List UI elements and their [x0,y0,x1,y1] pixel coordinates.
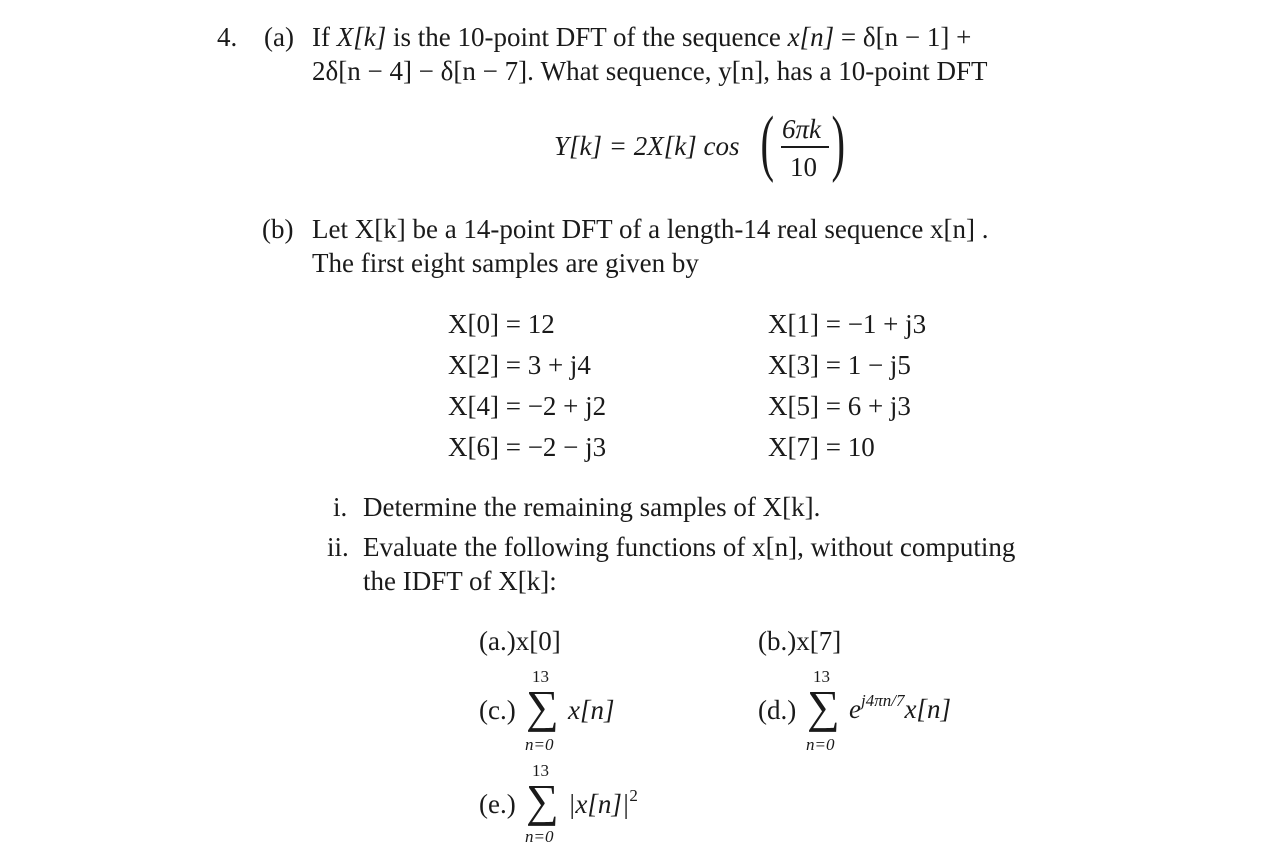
summation-icon: ∑ [526,775,559,826]
sample-X1: X[1] = −1 + j3 [768,309,927,339]
math-xn: x[n] [787,22,835,52]
exponential-base: e [849,694,861,724]
sample-X5: X[5] = 6 + j3 [768,391,911,421]
signal-term: x[n] [904,694,951,724]
summation-icon: ∑ [807,681,840,732]
sub-i-label: i. [333,492,348,522]
sample-X3: X[3] = 1 − j5 [768,350,911,380]
equation-lhs: Y[k] = 2X[k] cos [554,131,740,161]
summation-icon: ∑ [526,681,559,732]
sum-upper-limit: 13 [532,667,549,686]
right-paren: ) [831,102,846,184]
exponent: j4πn/7 [860,691,905,710]
math-sequence-def: = δ[n − 1] + [834,22,972,52]
sample-X2: X[2] = 3 + j4 [448,350,591,380]
part-a-label: (a) [264,22,294,52]
sub-ii-line1: Evaluate the following functions of x[n], without computing [363,532,1016,562]
sum-lower-limit: n=0 [525,827,554,846]
item-d-label: (d.) [758,695,797,725]
part-a-text: is the 10-point DFT of the sequence [386,22,788,52]
part-b-line1: Let X[k] be a 14-point DFT of a length-14 real sequence x[n] . [312,214,989,244]
left-paren: ( [760,102,775,184]
sum-upper-limit: 13 [532,761,549,780]
item-b: (b.)x[7] [758,626,842,656]
item-c-label: (c.) [479,695,516,725]
sum-lower-limit: n=0 [525,735,554,754]
part-b-line2: The first eight samples are given by [312,248,699,278]
sample-X0: X[0] = 12 [448,309,555,339]
item-c-body: x[n] [568,695,615,725]
sum-lower-limit: n=0 [806,735,835,754]
sum-upper-limit: 13 [813,667,830,686]
math-Xk: X[k] [336,22,387,52]
magnitude-term: |x[n]| [568,789,630,819]
fraction-denominator: 10 [790,152,817,182]
sample-X6: X[6] = −2 − j3 [448,432,607,462]
part-a-line1 [312,24,971,51]
item-e-body [568,787,638,818]
part-b-label: (b) [262,214,294,244]
power: 2 [629,786,638,805]
sub-ii-label: ii. [327,532,349,562]
problem-number: 4. [217,22,238,52]
part-a-text: If [312,22,337,52]
fraction-bar [781,146,829,148]
sample-X7: X[7] = 10 [768,432,875,462]
sub-ii-line2: the IDFT of X[k]: [363,566,557,596]
item-e-label: (e.) [479,789,516,819]
item-d-body [849,692,951,723]
fraction-numerator: 6πk [782,114,822,144]
sub-i-text: Determine the remaining samples of X[k]. [363,492,821,522]
part-a-line2: 2δ[n − 4] − δ[n − 7]. What sequence, y[n], has a 10-point DFT [312,56,988,86]
sample-X4: X[4] = −2 + j2 [448,391,607,421]
item-a: (a.)x[0] [479,626,561,656]
